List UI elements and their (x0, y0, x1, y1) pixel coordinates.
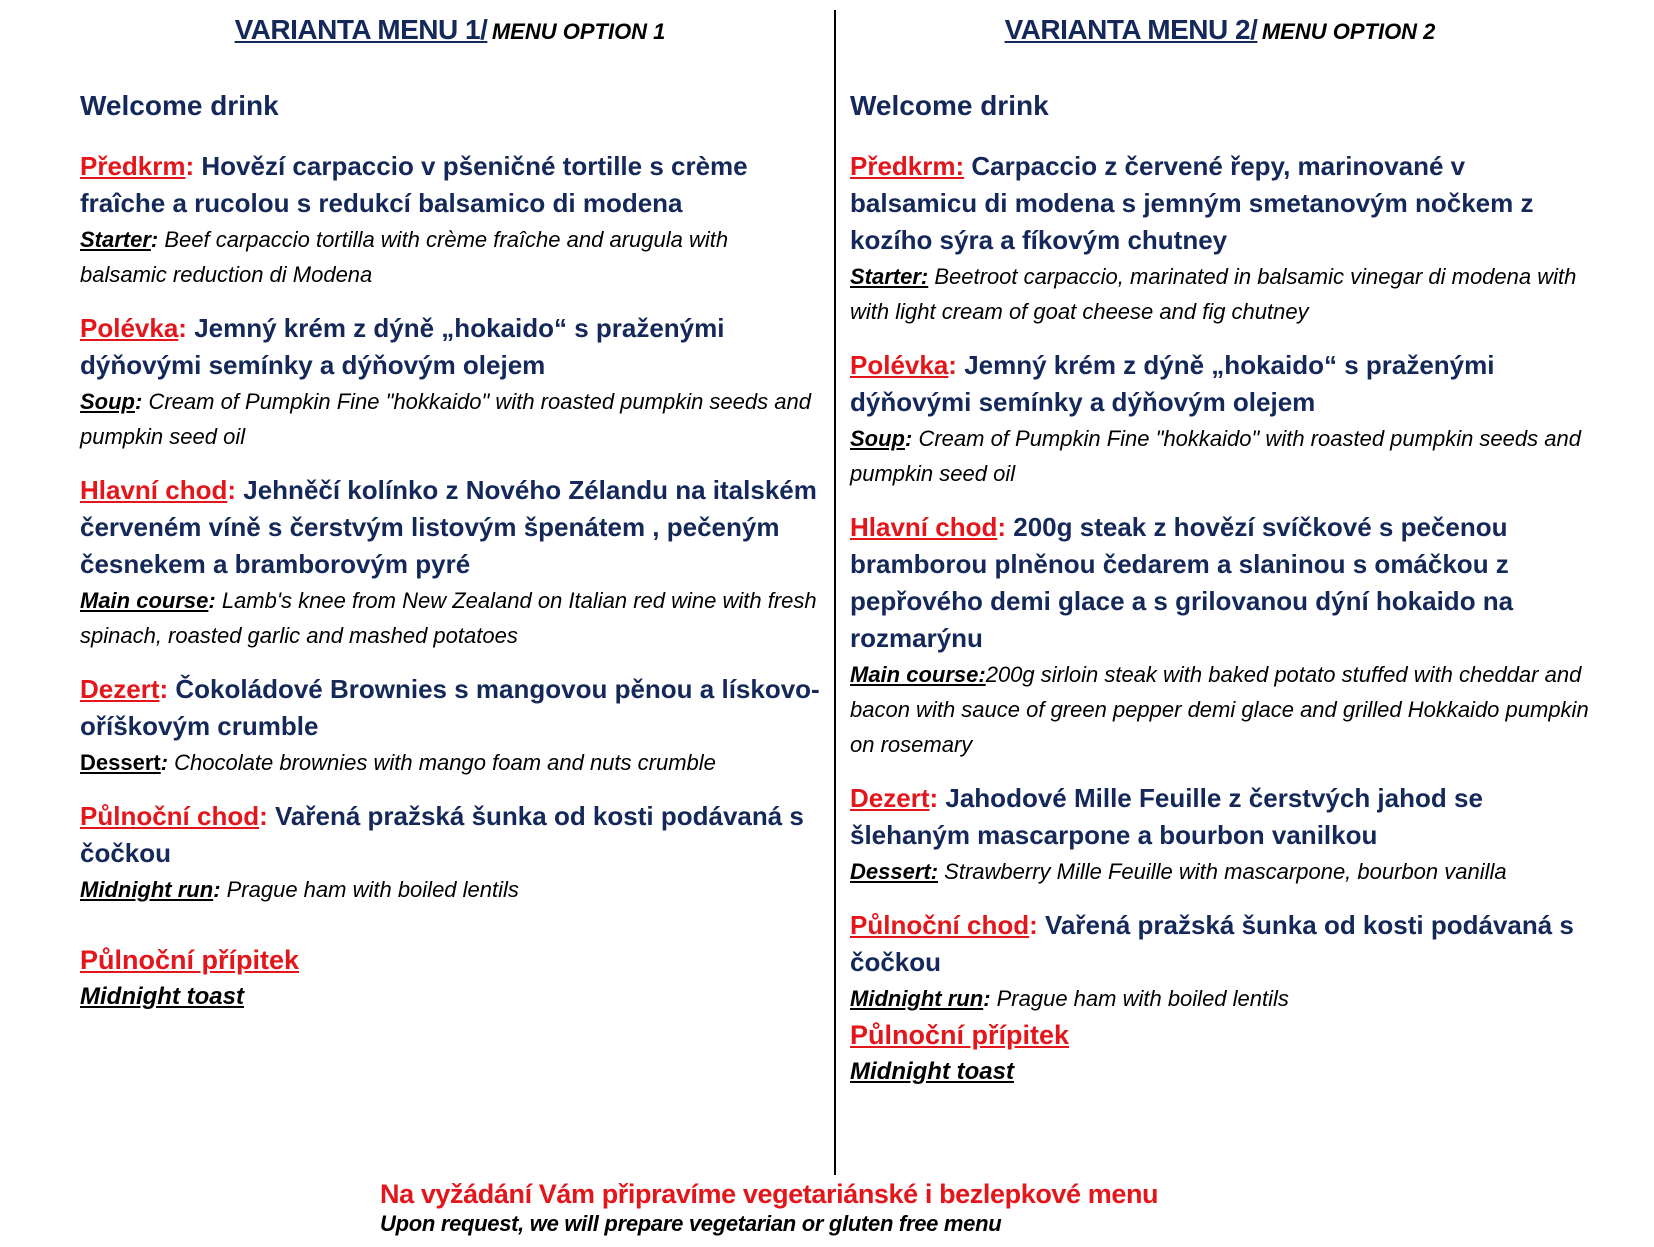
course-text-cz: Vařená pražská šunka od kosti podávaná s čočkou (850, 910, 1574, 977)
course-label-cz: Půlnoční chod (850, 910, 1030, 940)
course-label-en: Dessert: (850, 859, 939, 884)
midnight-toast-en: Midnight toast (80, 983, 244, 1010)
menu-title: VARIANTA MENU 2/ (1004, 14, 1258, 45)
colon: : (150, 227, 159, 252)
course-label-en: Main course: (850, 662, 986, 687)
menu-subtitle: MENU OPTION 1 (491, 19, 666, 44)
course-text-en: Prague ham with boiled lentils (220, 877, 519, 902)
course-label-en: Soup (80, 389, 135, 414)
course-label-cz: Hlavní chod (850, 512, 998, 542)
menu-subtitle: MENU OPTION 2 (1261, 19, 1436, 44)
course-text-en: Cream of Pumpkin Fine "hokkaido" with roasted pumpkin seeds and pumpkin seed oil (850, 426, 1581, 486)
course-label-en: Main course (80, 588, 209, 613)
course-soup (850, 347, 1590, 491)
course-text-en: Beef carpaccio tortilla with crème fraîche and arugula with balsamic reduction di Modena (80, 227, 729, 287)
course-main (850, 509, 1590, 762)
menu-option-1 (80, 0, 820, 1015)
course-starter (80, 148, 820, 292)
welcome-drink: Welcome drink (850, 90, 1049, 121)
course-text-cz: Jemný krém z dýně „hokaido“ s praženými dýňovými semínky a dýňovým olejem (80, 313, 725, 380)
course-text-en: Cream of Pumpkin Fine "hokkaido" with roasted pumpkin seeds and pumpkin seed oil (80, 389, 811, 449)
course-text-cz: Jemný krém z dýně „hokaido“ s praženými dýňovými semínky a dýňovým olejem (850, 350, 1495, 417)
course-label-en: Starter: (850, 264, 929, 289)
course-text-en: Beetroot carpaccio, marinated in balsamic vinegar di modena with with light cream of goat cheese and fig chutney (850, 264, 1577, 324)
course-label-cz: Polévka (80, 313, 179, 343)
course-label-en: Soup (850, 426, 905, 451)
course-text-cz: Hovězí carpaccio v pšeničné tortille s crème fraîche a rucolou s redukcí balsamico di modena (80, 151, 748, 218)
colon: : (185, 151, 195, 181)
colon: : (159, 674, 169, 704)
menu-title: VARIANTA MENU 1/ (234, 14, 488, 45)
colon: : (178, 313, 187, 343)
course-text-cz: Carpaccio z červené řepy, marinované v balsamicu di modena s jemným smetanovým nočkem z kozího sýra a fíkovým chutney (850, 151, 1534, 255)
menu-option-2 (850, 0, 1590, 1090)
midnight-toast-cz: Půlnoční přípitek (850, 1020, 1070, 1050)
colon: : (948, 350, 957, 380)
course-text-en: Strawberry Mille Feuille with mascarpone, bourbon vanilla (938, 859, 1507, 884)
course-label-cz: Předkrm: (850, 151, 965, 181)
course-main (80, 472, 820, 653)
colon: : (213, 877, 221, 902)
colon: : (135, 389, 143, 414)
column-divider (834, 10, 836, 1175)
course-soup (80, 310, 820, 454)
course-text-cz: Jehněčí kolínko z Nového Zélandu na italském červeném víně s čerstvým listovým špenátem , pečeným česnekem a bramborovým pyré (80, 475, 817, 579)
course-dessert (80, 671, 820, 780)
course-starter (850, 148, 1590, 329)
course-text-en: Chocolate brownies with mango foam and nuts crumble (168, 750, 716, 775)
course-text-en: 200g sirloin steak with baked potato stuffed with cheddar and bacon with sauce of green pepper demi glace and grilled Hokkaido pumpkin on rosemary (850, 662, 1589, 757)
midnight-toast-cz: Půlnoční přípitek (80, 945, 300, 975)
colon: : (259, 801, 268, 831)
dietary-note (380, 1178, 1380, 1238)
course-label-cz: Předkrm (80, 151, 186, 181)
colon: : (905, 426, 913, 451)
course-label-en: Dessert (80, 750, 161, 775)
course-dessert (850, 780, 1590, 889)
colon: : (227, 475, 237, 505)
course-label-en: Midnight run (80, 877, 214, 902)
colon: : (208, 588, 216, 613)
midnight-toast-en: Midnight toast (850, 1058, 1014, 1085)
course-text-en: Lamb's knee from New Zealand on Italian red wine with fresh spinach, roasted garlic and mashed potatoes (80, 588, 817, 648)
dietary-note-en: Upon request, we will prepare vegetarian or gluten free menu (380, 1211, 1002, 1236)
welcome-drink: Welcome drink (80, 90, 279, 121)
course-label-cz: Dezert (850, 783, 930, 813)
course-text-cz: Jahodové Mille Feuille z čerstvých jahod se šlehaným mascarpone a bourbon vanilkou (850, 783, 1483, 850)
course-label-en: Starter (80, 227, 151, 252)
course-text-cz: Vařená pražská šunka od kosti podávaná s čočkou (80, 801, 804, 868)
course-text-cz: 200g steak z hovězí svíčkové s pečenou bramborou plněnou čedarem a slaninou s omáčkou z pepřového demi glace a s grilovanou dýní hokaido na rozmarýnu (850, 512, 1514, 653)
menu-title-row (80, 14, 820, 54)
course-midnight (80, 798, 820, 907)
colon: : (160, 750, 169, 775)
course-label-cz: Hlavní chod (80, 475, 228, 505)
course-text-en: Prague ham with boiled lentils (990, 986, 1289, 1011)
menu-title-row (850, 14, 1590, 54)
course-text-cz: Čokoládové Brownies s mangovou pěnou a lískovo-oříškovým crumble (80, 674, 820, 741)
colon: : (1029, 910, 1038, 940)
colon: : (997, 512, 1007, 542)
course-label-cz: Půlnoční chod (80, 801, 260, 831)
course-midnight (850, 907, 1590, 1016)
course-label-cz: Polévka (850, 350, 949, 380)
colon: : (929, 783, 939, 813)
colon: : (983, 986, 991, 1011)
course-label-en: Midnight run (850, 986, 984, 1011)
dietary-note-cz: Na vyžádání Vám připravíme vegetariánské i bezlepkové menu (380, 1179, 1159, 1209)
course-label-cz: Dezert (80, 674, 160, 704)
